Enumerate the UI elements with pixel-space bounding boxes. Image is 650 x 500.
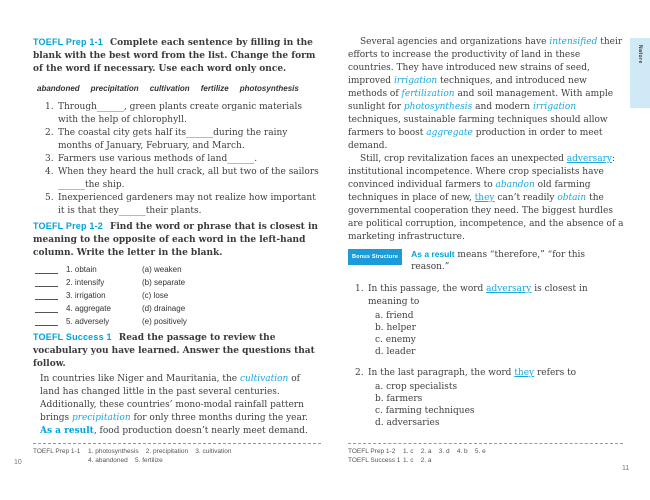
matching-term: 4. aggregate [66, 304, 111, 313]
question-stem-text: In this passage, the word adversary is closest in meaning to [368, 284, 588, 307]
matching-row [33, 289, 320, 302]
reading-passage-intro: In countries like Niger and Mauritania, the cultivation of land has changed little in the past several centuries. Additionally, these countries’ mono-modal rainfall pattern brings precipitation for only three months during the year. As a result, food production doesn’t nearly meet demand. [40, 374, 309, 436]
question-2 [348, 367, 624, 429]
answer-key-label: TOEFL Success 1 [348, 457, 401, 464]
word-bank-item: precipitation [90, 84, 139, 93]
section-tab-label: Nature [637, 45, 643, 64]
prep-1-2-title: TOEFL Prep 1-2 [33, 221, 103, 231]
matching-option: (a) weaken [142, 265, 182, 274]
matching-row [33, 276, 320, 289]
matching-row [33, 263, 320, 276]
question-options [375, 310, 624, 358]
reading-passage-para2: Still, crop revitalization faces an unexpected adversary: institutional incompetence. Where crop specialists have convinced individual farmers to abandon old farming techniques in place of new, they can’t readily obtain the governmental cooperation they need. The biggest hurdles are political corruption, incompetence, and the absence of a marketing infrastructure. [348, 154, 624, 242]
word-bank-item: fertilize [200, 84, 229, 93]
question-option: c. enemy [375, 335, 416, 345]
item-number: 2. [45, 128, 54, 138]
question-stem-text: In the last paragraph, the word they refers to [368, 368, 577, 378]
fill-in-item [33, 127, 320, 153]
question-list [348, 283, 624, 429]
item-text: The coastal city gets half its______during the rainy months of January, February, and March. [58, 128, 288, 151]
page-number-right: 11 [622, 465, 630, 472]
item-text: Through______, green plants create organic materials with the help of chlorophyll. [58, 102, 303, 125]
question-1 [348, 283, 624, 358]
question-stem [348, 283, 624, 309]
word-bank-item: photosynthesis [239, 84, 299, 93]
reading-passage-para1: Several agencies and organizations have intensified their efforts to increase the productivity of land in these countries. They have introduced new strains of seed, improved irrigation techniques, and introduced new methods of fertilization and soil management. With ample sunlight for photosynthesis and modern irrigation techniques, sustainable farming techniques should allow farmers to boost aggregate production in order to meet demand. [348, 37, 623, 151]
question-option: c. farming techniques [375, 406, 475, 416]
matching-term: 1. obtain [66, 265, 97, 274]
prep-1-2-instructions: Find the word or phrase that is closest in meaning to the opposite of each word in the left-hand column. Write the letter in the blank. [33, 222, 318, 258]
page-left [33, 36, 320, 438]
item-text: Inexperienced gardeners may not realize how important it is that they______their plants. [58, 193, 316, 216]
matching-option: (e) positively [142, 317, 187, 326]
prep-1-1-title: TOEFL Prep 1-1 [33, 37, 103, 47]
item-number: 1. [45, 102, 54, 112]
fill-in-item [33, 166, 320, 192]
question-option: b. farmers [375, 394, 423, 404]
question-options [375, 381, 624, 429]
answer-blank [35, 316, 58, 326]
answer-blank [35, 264, 58, 274]
answer-key-row [348, 447, 623, 456]
success-1-title: TOEFL Success 1 [33, 332, 112, 342]
matching-option: (c) lose [142, 291, 169, 300]
matching-row [33, 315, 320, 328]
answer-blank [35, 277, 58, 287]
answer-key-left [33, 443, 321, 465]
question-option: a. friend [375, 311, 414, 321]
answer-key-label: TOEFL Prep 1-1 [33, 448, 81, 455]
fill-in-item [33, 153, 320, 166]
answer-key-answers: 1. c 2. a 3. d 4. b 5. e [403, 448, 486, 455]
fill-in-list [33, 101, 320, 218]
section-tab [630, 38, 650, 108]
matching-term: 2. intensify [66, 278, 105, 287]
question-number: 2. [355, 368, 364, 378]
answer-blank [35, 303, 58, 313]
question-option: b. helper [375, 323, 416, 333]
question-number: 1. [355, 284, 364, 294]
success-1-heading [33, 331, 320, 371]
answer-key-label: TOEFL Prep 1-2 [348, 448, 396, 455]
question-stem [348, 367, 624, 380]
success-1-instructions: Read the passage to review the vocabulary you have learned. Answer the questions that follow. [33, 333, 315, 369]
answer-key-answers: 1. photosynthesis 2. precipitation 3. cultivation [88, 448, 232, 455]
word-bank-item: abandoned [37, 84, 80, 93]
answer-key-row [33, 447, 321, 465]
fill-in-item [33, 101, 320, 127]
matching-term: 5. adversely [66, 317, 110, 326]
word-bank-item: cultivation [149, 84, 190, 93]
item-text: Farmers use various methods of land______. [58, 154, 258, 164]
item-number: 5. [45, 193, 54, 203]
matching-option: (d) drainage [142, 304, 186, 313]
question-option: d. leader [375, 347, 416, 357]
answer-key-answers: 1. c 2. a [403, 457, 432, 464]
question-option: d. adversaries [375, 418, 440, 428]
prep-1-1-heading [33, 36, 320, 76]
item-number: 4. [45, 167, 54, 177]
prep-1-2-heading [33, 220, 320, 260]
matching-list [33, 263, 320, 328]
matching-term: 3. irrigation [66, 291, 106, 300]
item-number: 3. [45, 154, 54, 164]
prep-1-1-instructions: Complete each sentence by filling in the blank with the best word from the list. Change the form of the word if necessary. Use each word only once. [33, 38, 316, 74]
word-bank [37, 84, 320, 93]
item-text: When they heard the hull crack, all but two of the sailors ______the ship. [58, 167, 319, 190]
fill-in-item [33, 192, 320, 218]
answer-key-answers: 4. abandoned 5. fertilize [88, 457, 163, 464]
matching-row [33, 302, 320, 315]
bonus-structure [348, 248, 624, 273]
matching-option: (b) separate [142, 278, 186, 287]
page-number-left: 10 [14, 459, 22, 466]
answer-key-row [348, 456, 623, 465]
question-option: a. crop specialists [375, 382, 458, 392]
bonus-structure-badge: Bonus Structure [348, 249, 402, 265]
page-right [348, 36, 624, 438]
answer-key-right [348, 443, 623, 465]
answer-blank [35, 290, 58, 300]
bonus-structure-text: As a result means “therefore,” “for this reason.” [411, 249, 586, 272]
